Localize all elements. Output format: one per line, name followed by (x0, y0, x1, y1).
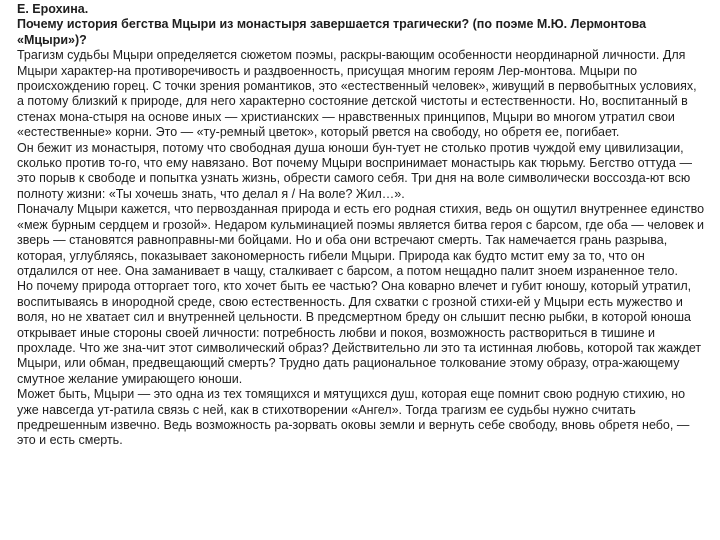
paragraph-5: Может быть, Мцыри — это одна из тех томящихся и мятущихся душ, которая еще помнит свою родную стихию, но уже навсегда ут-ратила связь с ней, как в стихотворении «Ангел». Тогда трагизм ее судьбы нужно считать предрешенным извечно. Ведь возможность ра-зорвать оковы земли и вернуть себе свободу, вновь обретя небо, — это и есть смерть. (17, 387, 690, 448)
essay-title: Почему история бегства Мцыри из монастыря завершается трагически? (по поэме М.Ю. Лермонтова «Мцыри»)? (17, 17, 647, 47)
paragraph-3: Поначалу Мцыри кажется, что первозданная природа и есть его родная стихия, ведь он ощутил внутреннее единство «меж бурным сердцем и грозой». Недаром кульминацией поэмы является битва героя с барсом, где оба — человек и зверь — становятся равноправны-ми бойцами. Но и оба они встречают смерть. Так намечается грань разрыва, которая, углубляясь, показывает закономерность гибели Мцыри. Природа как будто мстит ему за то, что он отдалился от нее. Она заманивает в чащу, сталкивает с барсом, а потом нещадно палит зноем израненное тело. (17, 202, 705, 278)
author-name: Е. Ерохина. (17, 2, 89, 16)
paragraph-4: Но почему природа отторгает того, кто хочет быть ее частью? Она коварно влечет и губит юношу, который утратил, воспитываясь в инородной среде, свою естественность. Для схватки с грозной стихи-ей у Мцыри есть мужество и воля, но не хватает сил и внутренней цельности. В предсмертном бреду он слышит песню рыбки, в которой юноша открывает иные стороны своей личности: потребность любви и покоя, возможность раствориться в тишине и прохладе. Что же зна-чит этот символический образ? Действительно ли это та истинная любовь, которой так жаждет Мцыри, или обман, предвещающий смерть? Трудно дать рациональное толкование этому образу, отра-жающему смутное желание умирающего юноши. (17, 279, 702, 386)
paragraph-1: Трагизм судьбы Мцыри определяется сюжетом поэмы, раскры-вающим особенности неординарной личности. Для Мцыри характер-на противоречивость и раздвоенность, присущая многим героям Лер-монтова. Мцыри по происхождению горец. С точки зрения романтиков, это «естественный человек», живущий в первобытных условиях, а потому близкий к природе, для него характерно состояние детской чистоты и естественности. Но, воспитанный в стенах мона-стыря на основе иных — христианских — нравственных принципов, Мцыри во многом утратил свои «естественные» корни. Это — «ту-ремный цветок», который рвется на свободу, но обретя ее, погибает. (17, 48, 697, 140)
paragraph-2: Он бежит из монастыря, потому что свободная душа юноши бун-тует не столько против чуждой ему цивилизации, сколько против то-го, что ему навязано. Вот почему Мцыри воспринимает монастырь как тюрьму. Бегство оттуда — это порыв к свободе и попытка узнать жизнь, обрести самого себя. Три дня на воле символически воссозда-ют всю полноту жизни: «Ты хочешь знать, что делал я / На воле? Жил…». (17, 140, 692, 201)
